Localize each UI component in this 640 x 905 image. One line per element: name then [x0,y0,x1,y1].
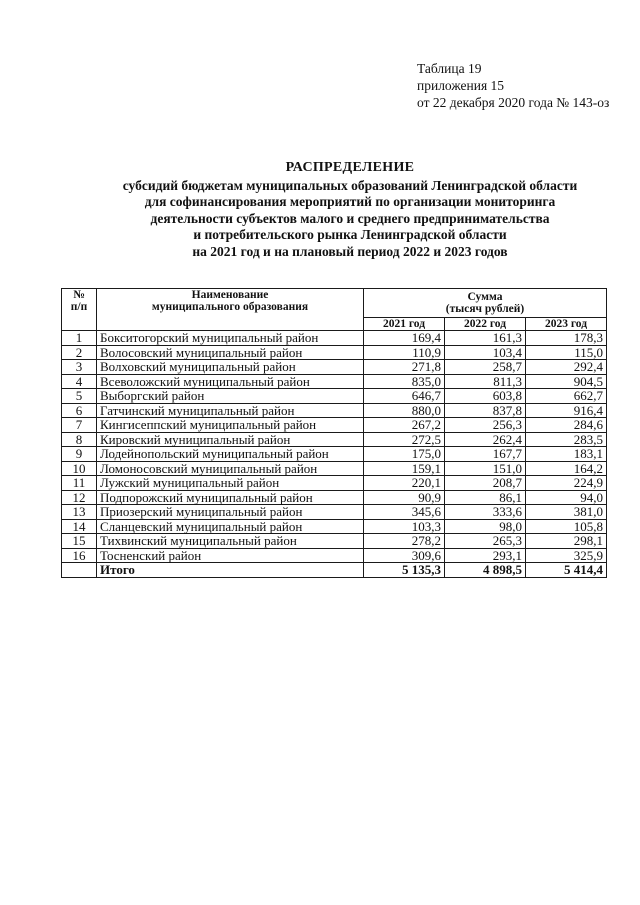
header-year-2022: 2022 год [445,318,526,331]
header-year-2023: 2023 год [526,318,607,331]
row-municipality: Лужский муниципальный район [97,476,364,491]
row-municipality: Кировский муниципальный район [97,432,364,447]
row-value-2022: 98,0 [445,519,526,534]
row-value-2021: 90,9 [364,490,445,505]
row-value-2022: 103,4 [445,345,526,360]
subsidy-table [61,288,607,578]
reference-law-date: от 22 декабря 2020 года № 143-оз [417,95,610,110]
table-row [62,519,607,534]
header-year-2021: 2021 год [364,318,445,331]
row-municipality: Подпорожский муниципальный район [97,490,364,505]
total-row [62,563,607,578]
title-line-5: на 2021 год и на плановый период 2022 и 2023 годов [192,243,508,259]
row-municipality: Ломоносовский муниципальный район [97,461,364,476]
row-value-2023: 381,0 [526,505,607,520]
row-value-2023: 164,2 [526,461,607,476]
row-value-2023: 115,0 [526,345,607,360]
table-body [62,331,607,578]
table-row [62,534,607,549]
row-value-2023: 224,9 [526,476,607,491]
row-value-2021: 345,6 [364,505,445,520]
reference-appendix: приложения 15 [417,78,505,93]
row-municipality: Волосовский муниципальный район [97,345,364,360]
row-number: 1 [62,331,97,346]
row-municipality: Сланцевский муниципальный район [97,519,364,534]
document-title [60,160,640,260]
row-value-2023: 105,8 [526,519,607,534]
row-value-2022: 603,8 [445,389,526,404]
header-sum-line-2: (тысяч рублей) [445,303,525,315]
row-value-2022: 86,1 [445,490,526,505]
header-name [97,289,364,331]
table-row [62,548,607,563]
table-row [62,345,607,360]
header-name-line-1: Наименование [191,289,269,301]
row-number: 9 [62,447,97,462]
row-value-2022: 167,7 [445,447,526,462]
row-value-2021: 309,6 [364,548,445,563]
row-value-2023: 183,1 [526,447,607,462]
header-number [62,289,97,331]
row-value-2023: 662,7 [526,389,607,404]
row-number: 6 [62,403,97,418]
total-label: Итого [97,563,364,578]
header-number-abbr: п/п [70,301,88,313]
appendix-reference [417,60,609,111]
table-row [62,505,607,520]
row-number: 3 [62,360,97,375]
row-value-2021: 267,2 [364,418,445,433]
table-header [62,289,607,331]
table-row [62,331,607,346]
reference-table-number: Таблица 19 [417,61,482,76]
row-value-2022: 837,8 [445,403,526,418]
row-value-2021: 835,0 [364,374,445,389]
row-value-2023: 284,6 [526,418,607,433]
table-row [62,447,607,462]
row-value-2021: 272,5 [364,432,445,447]
row-municipality: Гатчинский муниципальный район [97,403,364,418]
row-number: 10 [62,461,97,476]
total-value-2022: 4 898,5 [445,563,526,578]
row-number: 13 [62,505,97,520]
row-value-2022: 262,4 [445,432,526,447]
table-row [62,461,607,476]
row-value-2023: 298,1 [526,534,607,549]
table-row [62,374,607,389]
row-value-2023: 283,5 [526,432,607,447]
row-number: 14 [62,519,97,534]
header-number-symbol: № [73,289,85,301]
row-value-2023: 916,4 [526,403,607,418]
header-name-line-2: муниципального образования [151,301,309,313]
title-line-3: деятельности субъектов малого и среднего предпринимательства [150,210,550,226]
table-row [62,432,607,447]
row-municipality: Всеволожский муниципальный район [97,374,364,389]
row-value-2023: 94,0 [526,490,607,505]
row-value-2022: 265,3 [445,534,526,549]
header-sum [364,289,607,318]
row-value-2021: 169,4 [364,331,445,346]
row-value-2022: 258,7 [445,360,526,375]
total-value-2023: 5 414,4 [526,563,607,578]
row-value-2021: 646,7 [364,389,445,404]
row-number: 15 [62,534,97,549]
header-sum-line-1: Сумма [467,291,503,303]
total-number-cell [62,563,97,578]
row-value-2022: 333,6 [445,505,526,520]
row-municipality: Тосненский район [97,548,364,563]
row-number: 2 [62,345,97,360]
table-row [62,418,607,433]
row-number: 5 [62,389,97,404]
row-value-2021: 110,9 [364,345,445,360]
row-municipality: Тихвинский муниципальный район [97,534,364,549]
table-row [62,490,607,505]
title-main: РАСПРЕДЕЛЕНИЕ [285,160,415,175]
row-value-2021: 271,8 [364,360,445,375]
title-line-2: для софинансирования мероприятий по организации мониторинга [144,194,556,209]
row-value-2023: 178,3 [526,331,607,346]
table-row [62,389,607,404]
row-municipality: Приозерский муниципальный район [97,505,364,520]
title-line-4: и потребительского рынка Ленинградской области [193,227,507,242]
table-row [62,360,607,375]
row-value-2021: 175,0 [364,447,445,462]
row-value-2022: 151,0 [445,461,526,476]
row-number: 8 [62,432,97,447]
row-number: 11 [62,476,97,491]
row-value-2023: 325,9 [526,548,607,563]
row-value-2021: 159,1 [364,461,445,476]
row-number: 16 [62,548,97,563]
row-value-2021: 278,2 [364,534,445,549]
table-row [62,403,607,418]
row-value-2022: 811,3 [445,374,526,389]
row-municipality: Бокситогорский муниципальный район [97,331,364,346]
row-municipality: Кингисеппский муниципальный район [97,418,364,433]
table-row [62,476,607,491]
row-value-2021: 220,1 [364,476,445,491]
row-value-2021: 880,0 [364,403,445,418]
row-value-2022: 293,1 [445,548,526,563]
row-number: 7 [62,418,97,433]
row-value-2023: 904,5 [526,374,607,389]
row-number: 4 [62,374,97,389]
row-value-2023: 292,4 [526,360,607,375]
row-municipality: Волховский муниципальный район [97,360,364,375]
total-value-2021: 5 135,3 [364,563,445,578]
row-municipality: Лодейнопольский муниципальный район [97,447,364,462]
row-value-2022: 161,3 [445,331,526,346]
row-number: 12 [62,490,97,505]
row-value-2022: 208,7 [445,476,526,491]
title-line-1: субсидий бюджетам муниципальных образований Ленинградской области [122,177,578,193]
row-value-2022: 256,3 [445,418,526,433]
row-municipality: Выборгский район [97,389,364,404]
row-value-2021: 103,3 [364,519,445,534]
